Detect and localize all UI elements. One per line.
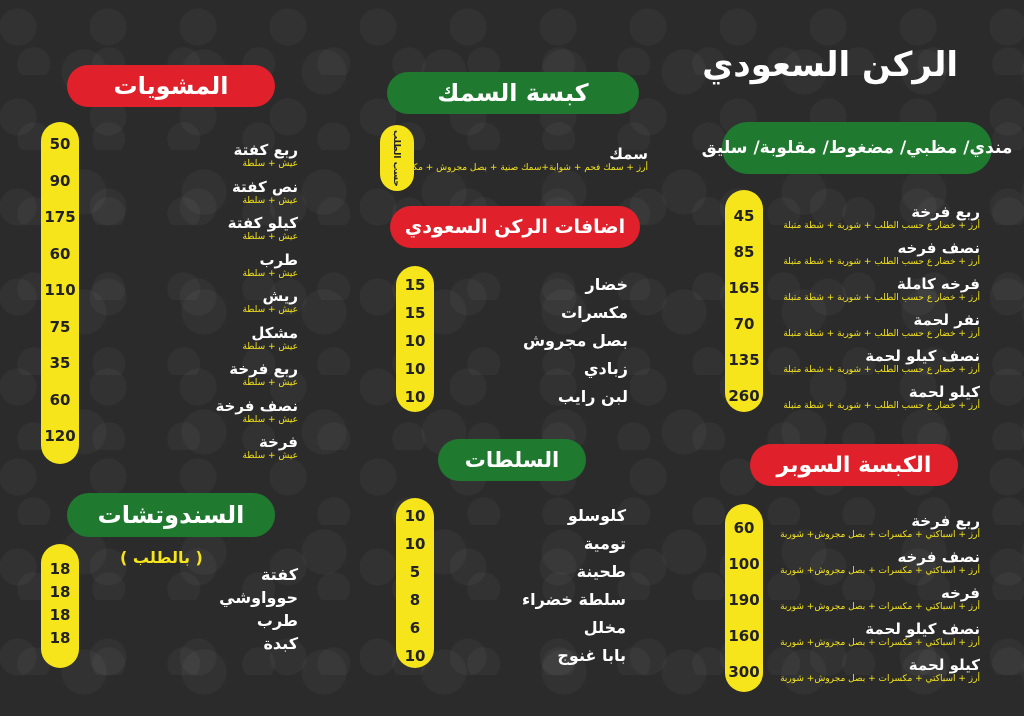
grills-price: 75 [49, 317, 71, 336]
saudi-price: 165 [728, 279, 760, 297]
saudi-item-desc: أرز + خضار ع حسب الطلب + شوربة + شطة متبلة [783, 365, 980, 375]
super-kabsa-price: 60 [733, 519, 755, 537]
grills-price: 175 [44, 208, 76, 226]
grills-price: 60 [49, 244, 71, 263]
grills-item [188, 434, 298, 462]
grills-item-name: كيلو كفتة [227, 214, 298, 232]
saudi-item-name: ربع فرخة [911, 203, 980, 221]
salads-header: السلطات [438, 439, 586, 481]
grills-item-name: طرب [259, 250, 298, 269]
salads-item [486, 647, 626, 664]
super-kabsa-header: الكبسة السوبر [750, 444, 958, 486]
saudi-item-name: نفر لحمة [913, 311, 980, 329]
super-kabsa-price: 190 [728, 591, 760, 609]
salads-item [486, 507, 626, 524]
super-kabsa-item [750, 513, 980, 541]
super-kabsa-item [750, 585, 980, 613]
grills-item-name: فرخة [258, 433, 298, 451]
saudi-item-name: نصف فرخه [897, 239, 980, 257]
super-kabsa-item-name: كيلو لحمة [908, 656, 980, 674]
sandwiches-item [198, 566, 298, 583]
salads-price: 10 [404, 507, 426, 525]
sandwiches-item-name: حوواوشي [219, 588, 298, 607]
fish-item-name: سمك [609, 145, 648, 163]
grills-item-name: ربع فرخة [229, 360, 298, 378]
salads-price: 10 [404, 535, 426, 553]
grills-item-desc: عيش + سلطة [242, 195, 298, 206]
sandwiches-item-name: كبدة [263, 634, 298, 653]
salads-price: 6 [409, 619, 421, 637]
super-kabsa-item-desc: أرز + اسباكتي + مكسرات + بصل مجروش+ شوربة [780, 530, 980, 540]
saudi-item-desc: أرز + خضار ع حسب الطلب + شوربة + شطة متبلة [783, 293, 980, 303]
saudi-item-name: فرخه كاملة [896, 275, 980, 293]
super-kabsa-item-name: نصف فرخه [897, 548, 980, 566]
saudi-item-desc: أرز + خضار ع حسب الطلب + شوربة + شطة متبلة [783, 401, 980, 411]
additions-item-name: خضار [585, 275, 628, 294]
saudi-item [750, 240, 980, 268]
sandwiches-price: 18 [49, 606, 71, 624]
saudi-item [750, 276, 980, 304]
grills-price: 90 [49, 171, 71, 190]
additions-price: 15 [404, 304, 426, 322]
additions-item [488, 360, 628, 377]
super-kabsa-item-name: فرخه [940, 584, 980, 602]
super-kabsa-item-name: ربع فرخة [911, 512, 980, 530]
grills-item [188, 142, 298, 170]
grills-item-name: مشكل [251, 323, 298, 342]
salads-item-name: كلوسلو [567, 506, 626, 525]
sandwiches-item [198, 635, 298, 652]
salads-price: 8 [409, 591, 421, 609]
additions-item-name: مكسرات [560, 303, 628, 322]
saudi-price: 70 [733, 315, 755, 333]
additions-item [488, 388, 628, 405]
grills-item [188, 252, 298, 280]
grills-price: 110 [44, 281, 76, 299]
additions-price: 10 [404, 388, 426, 406]
grills-item [188, 361, 298, 389]
sandwiches-note: ( بالطلب ) [120, 548, 203, 567]
fish-header: كبسة السمك [387, 72, 639, 114]
salads-item-name: مخلل [583, 618, 626, 637]
grills-item [188, 325, 298, 353]
sandwiches-item-name: كفتة [260, 565, 298, 584]
saudi-price: 85 [733, 243, 755, 261]
fish-item-desc: أرز + سمك فحم + شوابة+سمك صنية + بصل مجروش + مكسرات [389, 163, 648, 173]
grills-item-desc: عيش + سلطة [242, 159, 298, 169]
saudi-item-desc: أرز + خضار ع حسب الطلب + شوربة + شطة متبلة [783, 257, 980, 267]
additions-price: 10 [404, 360, 426, 378]
salads-price: 10 [404, 647, 426, 665]
fish-price-note: حسب الطلب [391, 130, 401, 187]
super-kabsa-item [750, 549, 980, 577]
super-kabsa-item-desc: أرز + اسباكتي + مكسرات + بصل مجروش+ شوربة [780, 674, 980, 684]
grills-item [188, 215, 298, 243]
fish-item [388, 146, 648, 174]
saudi-item-name: نصف كيلو لحمة [865, 347, 980, 365]
grills-item-name: ربع كفتة [233, 141, 298, 159]
sandwiches-price: 18 [49, 629, 71, 647]
additions-item [488, 332, 628, 349]
grills-item-name: نصف فرخة [215, 396, 298, 415]
sandwiches-price: 18 [49, 560, 71, 578]
additions-item [488, 304, 628, 321]
grills-item-desc: عيش + سلطة [242, 414, 298, 425]
salads-item [486, 563, 626, 580]
salads-item-name: طحينة [576, 562, 626, 581]
salads-item-name: بابا غنوج [557, 646, 626, 665]
grills-item-name: ريش [262, 287, 298, 305]
grills-item-desc: عيش + سلطة [242, 232, 298, 242]
grills-item [188, 288, 298, 316]
sandwiches-header: السندوتشات [67, 493, 275, 537]
additions-header: اضافات الركن السعودي [390, 206, 640, 248]
grills-item-desc: عيش + سلطة [242, 378, 298, 388]
additions-item [488, 276, 628, 293]
super-kabsa-price: 300 [728, 663, 760, 681]
sandwiches-item [198, 589, 298, 606]
sandwiches-item-name: طرب [256, 611, 298, 630]
salads-item [486, 535, 626, 552]
additions-item-name: زبادي [583, 359, 628, 378]
super-kabsa-price: 100 [728, 555, 760, 573]
saudi-item-name: كيلو لحمة [908, 383, 980, 401]
saudi-price: 135 [728, 351, 760, 369]
super-kabsa-item [750, 621, 980, 649]
grills-item-desc: عيش + سلطة [242, 341, 298, 352]
grills-price: 35 [49, 354, 71, 372]
salads-item-name: سلطة خضراء [521, 590, 626, 609]
salads-item [486, 591, 626, 608]
grills-item [188, 179, 298, 207]
grills-price: 50 [49, 135, 71, 153]
super-kabsa-price: 160 [728, 627, 760, 645]
restaurant-title: الركن السعودي [702, 45, 958, 85]
saudi-item-desc: أرز + خضار ع حسب الطلب + شوربة + شطة متبلة [783, 329, 980, 339]
salads-item [486, 619, 626, 636]
super-kabsa-item-name: نصف كيلو لحمة [865, 620, 980, 638]
saudi-item [750, 312, 980, 340]
saudi-item [750, 348, 980, 376]
super-kabsa-item-desc: أرز + اسباكتي + مكسرات + بصل مجروش+ شوربة [780, 566, 980, 576]
saudi-item [750, 204, 980, 232]
sandwiches-price: 18 [49, 583, 71, 601]
saudi-item-desc: أرز + خضار ع حسب الطلب + شوربة + شطة متبلة [783, 221, 980, 231]
additions-item-name: بصل مجروش [522, 331, 628, 350]
additions-price: 10 [404, 332, 426, 350]
saudi-price: 260 [728, 387, 760, 405]
grills-price: 120 [44, 427, 76, 445]
saudi-price: 45 [733, 207, 755, 225]
super-kabsa-item-desc: أرز + اسباكتي + مكسرات + بصل مجروش+ شوربة [780, 602, 980, 612]
sandwiches-item [198, 612, 298, 629]
additions-price: 15 [404, 276, 426, 294]
grills-price: 60 [49, 390, 71, 409]
additions-item-name: لبن رايب [557, 387, 628, 406]
super-kabsa-item [750, 657, 980, 685]
grills-item [188, 398, 298, 426]
salads-price: 5 [409, 563, 421, 581]
grills-header: المشويات [67, 65, 275, 107]
grills-item-desc: عيش + سلطة [242, 268, 298, 279]
grills-item-name: نص كفتة [231, 177, 298, 196]
saudi-header: مندي/ مظبي/ مضغوط/ مقلوبة/ سليق [722, 122, 992, 174]
saudi-item [750, 384, 980, 412]
salads-item-name: تومية [583, 534, 626, 553]
grills-item-desc: عيش + سلطة [242, 305, 298, 315]
super-kabsa-item-desc: أرز + اسباكتي + مكسرات + بصل مجروش+ شوربة [780, 638, 980, 648]
grills-item-desc: عيش + سلطة [242, 451, 298, 461]
